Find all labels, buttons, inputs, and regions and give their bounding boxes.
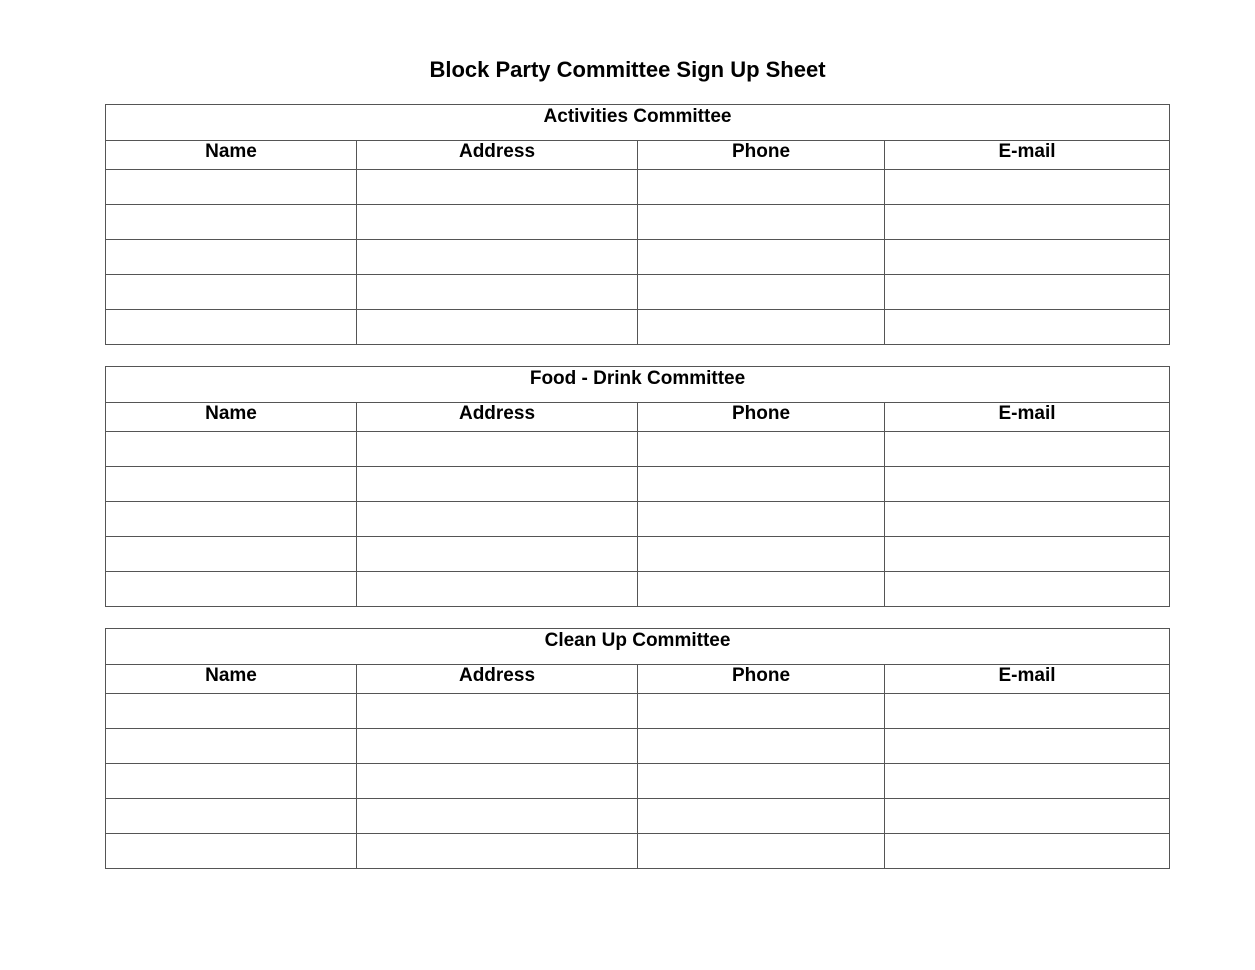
- phone-cell[interactable]: [638, 799, 885, 834]
- table-row: [106, 170, 1170, 205]
- name-cell[interactable]: [106, 310, 357, 345]
- email-cell[interactable]: [885, 432, 1170, 467]
- committee-title-row: [106, 105, 1170, 141]
- address-cell[interactable]: [357, 729, 638, 764]
- table-row: [106, 764, 1170, 799]
- committee-title-row: [106, 367, 1170, 403]
- address-cell[interactable]: [357, 275, 638, 310]
- column-header-name: Name: [106, 403, 357, 432]
- address-cell[interactable]: [357, 694, 638, 729]
- column-header-address: Address: [357, 141, 638, 170]
- address-cell[interactable]: [357, 170, 638, 205]
- name-cell[interactable]: [106, 502, 357, 537]
- phone-cell[interactable]: [638, 310, 885, 345]
- column-header-address: Address: [357, 665, 638, 694]
- committee-title-row: [106, 629, 1170, 665]
- table-row: [106, 467, 1170, 502]
- name-cell[interactable]: [106, 205, 357, 240]
- phone-cell[interactable]: [638, 537, 885, 572]
- phone-cell[interactable]: [638, 432, 885, 467]
- name-cell[interactable]: [106, 799, 357, 834]
- name-cell[interactable]: [106, 764, 357, 799]
- name-cell[interactable]: [106, 572, 357, 607]
- address-cell[interactable]: [357, 834, 638, 869]
- name-cell[interactable]: [106, 170, 357, 205]
- column-header-name: Name: [106, 141, 357, 170]
- address-cell[interactable]: [357, 310, 638, 345]
- email-cell[interactable]: [885, 694, 1170, 729]
- column-header-row: [106, 665, 1170, 694]
- table-row: [106, 729, 1170, 764]
- table-row: [106, 275, 1170, 310]
- address-cell[interactable]: [357, 799, 638, 834]
- name-cell[interactable]: [106, 537, 357, 572]
- committee-title: Clean Up Committee: [106, 629, 1170, 665]
- address-cell[interactable]: [357, 432, 638, 467]
- name-cell[interactable]: [106, 432, 357, 467]
- address-cell[interactable]: [357, 572, 638, 607]
- phone-cell[interactable]: [638, 694, 885, 729]
- name-cell[interactable]: [106, 834, 357, 869]
- activities-committee-table: [105, 104, 1170, 345]
- phone-cell[interactable]: [638, 729, 885, 764]
- committee-title: Activities Committee: [106, 105, 1170, 141]
- address-cell[interactable]: [357, 240, 638, 275]
- table-row: [106, 799, 1170, 834]
- column-header-email: E-mail: [885, 665, 1170, 694]
- column-header-email: E-mail: [885, 403, 1170, 432]
- table-row: [106, 240, 1170, 275]
- name-cell[interactable]: [106, 240, 357, 275]
- column-header-address: Address: [357, 403, 638, 432]
- column-header-phone: Phone: [638, 403, 885, 432]
- phone-cell[interactable]: [638, 467, 885, 502]
- email-cell[interactable]: [885, 572, 1170, 607]
- name-cell[interactable]: [106, 694, 357, 729]
- name-cell[interactable]: [106, 467, 357, 502]
- table-row: [106, 432, 1170, 467]
- email-cell[interactable]: [885, 170, 1170, 205]
- name-cell[interactable]: [106, 729, 357, 764]
- column-header-name: Name: [106, 665, 357, 694]
- email-cell[interactable]: [885, 502, 1170, 537]
- phone-cell[interactable]: [638, 502, 885, 537]
- committee-title: Food - Drink Committee: [106, 367, 1170, 403]
- address-cell[interactable]: [357, 205, 638, 240]
- address-cell[interactable]: [357, 537, 638, 572]
- email-cell[interactable]: [885, 764, 1170, 799]
- table-row: [106, 537, 1170, 572]
- column-header-row: [106, 403, 1170, 432]
- address-cell[interactable]: [357, 502, 638, 537]
- column-header-row: [106, 141, 1170, 170]
- food-drink-committee-table: [105, 366, 1170, 607]
- table-row: [106, 310, 1170, 345]
- email-cell[interactable]: [885, 799, 1170, 834]
- phone-cell[interactable]: [638, 764, 885, 799]
- table-row: [106, 205, 1170, 240]
- address-cell[interactable]: [357, 764, 638, 799]
- email-cell[interactable]: [885, 240, 1170, 275]
- table-row: [106, 572, 1170, 607]
- email-cell[interactable]: [885, 537, 1170, 572]
- phone-cell[interactable]: [638, 170, 885, 205]
- email-cell[interactable]: [885, 729, 1170, 764]
- column-header-phone: Phone: [638, 141, 885, 170]
- email-cell[interactable]: [885, 467, 1170, 502]
- phone-cell[interactable]: [638, 205, 885, 240]
- phone-cell[interactable]: [638, 834, 885, 869]
- column-header-email: E-mail: [885, 141, 1170, 170]
- email-cell[interactable]: [885, 834, 1170, 869]
- table-row: [106, 502, 1170, 537]
- table-row: [106, 694, 1170, 729]
- clean-up-committee-table: [105, 628, 1170, 869]
- column-header-phone: Phone: [638, 665, 885, 694]
- name-cell[interactable]: [106, 275, 357, 310]
- phone-cell[interactable]: [638, 240, 885, 275]
- phone-cell[interactable]: [638, 572, 885, 607]
- address-cell[interactable]: [357, 467, 638, 502]
- email-cell[interactable]: [885, 205, 1170, 240]
- table-row: [106, 834, 1170, 869]
- email-cell[interactable]: [885, 310, 1170, 345]
- phone-cell[interactable]: [638, 275, 885, 310]
- email-cell[interactable]: [885, 275, 1170, 310]
- page-title: Block Party Committee Sign Up Sheet: [429, 57, 826, 82]
